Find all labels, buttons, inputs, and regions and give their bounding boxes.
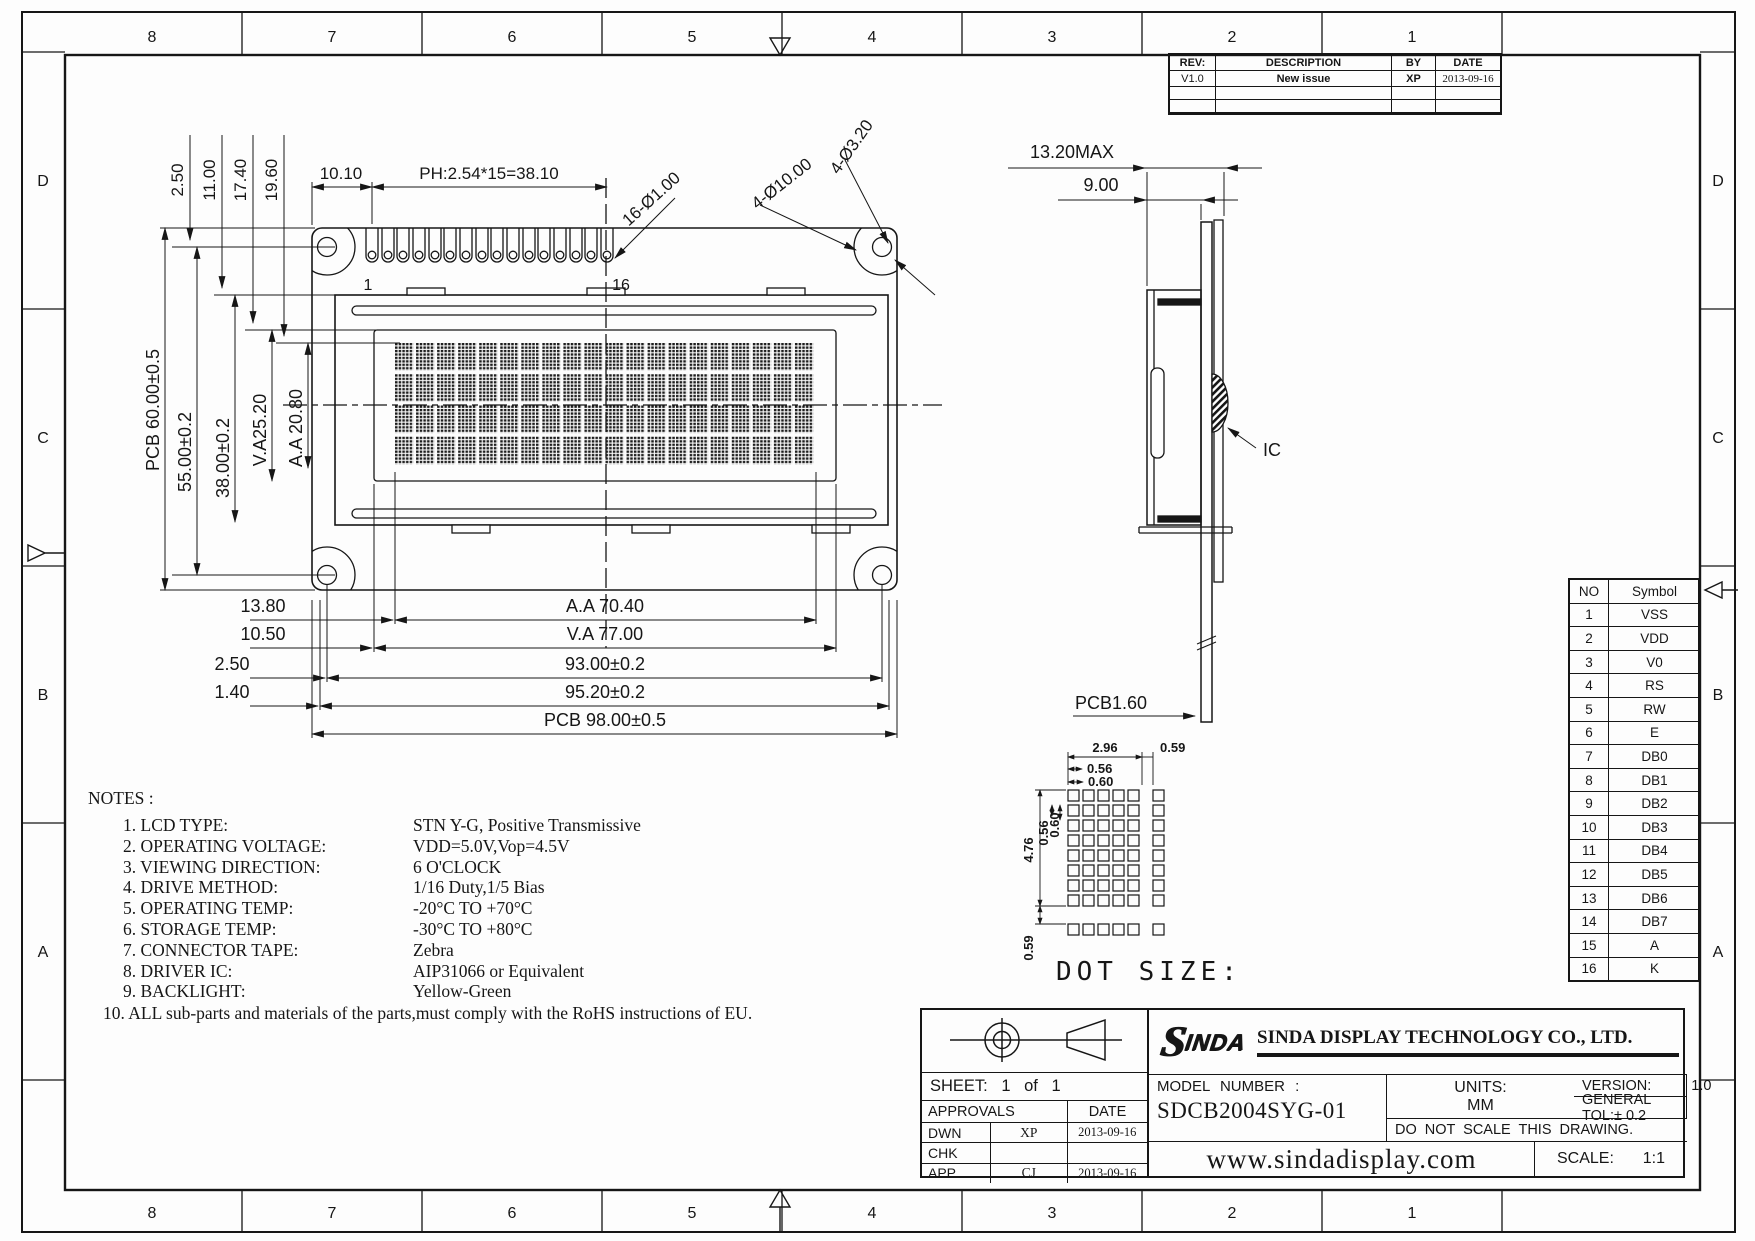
zone-row: C [37, 430, 49, 447]
zone-row: D [37, 173, 49, 190]
pin-symbol: A [1609, 934, 1700, 958]
model-number-label: MODEL NUMBER : [1157, 1078, 1300, 1095]
side-pcb [1201, 222, 1212, 722]
by-header: BY [1392, 55, 1436, 71]
description-value: New issue [1216, 71, 1392, 87]
website-band [1149, 1142, 1687, 1176]
approval-row [922, 1123, 1147, 1143]
pin-symbol: DB1 [1609, 769, 1700, 793]
zone-col: 8 [147, 1205, 157, 1222]
note-item-10: 10. ALL sub-parts and materials of the parts,must comply with the RoHS instructions of EU. [103, 1003, 753, 1024]
zone-row: D [1712, 173, 1724, 190]
company-band [1149, 1010, 1687, 1075]
dim-label: 0.59 [1160, 740, 1186, 755]
note-value: 6 O'CLOCK [413, 856, 502, 877]
pin-no: 5 [1570, 698, 1609, 722]
side-glass-top [1158, 299, 1201, 305]
zone-col: 7 [327, 29, 337, 46]
dim-label: PCB 98.00±0.5 [544, 710, 666, 730]
rev-value: V1.0 [1170, 71, 1216, 87]
pin-symbol: DB3 [1609, 816, 1700, 840]
note-label: 9. BACKLIGHT: [123, 981, 246, 1002]
title-block [920, 1008, 1712, 1182]
rev-header: REV: [1170, 55, 1216, 71]
approval-date [1068, 1143, 1148, 1162]
empty-cell [1216, 100, 1392, 113]
empty-cell [1392, 100, 1436, 113]
zone-col: 4 [867, 29, 877, 46]
note-value: -20°C TO +70°C [413, 898, 533, 919]
units-value: MM [1467, 1096, 1494, 1114]
dim-label: 93.00±0.2 [565, 654, 645, 674]
pin-no: 6 [1570, 722, 1609, 746]
pin-no: 4 [1570, 674, 1609, 698]
dim-label: 38.00±0.2 [213, 418, 233, 498]
date-header: DATE [1436, 55, 1500, 71]
zone-row: B [37, 687, 49, 704]
approval-date: 2013-09-16 [1078, 1165, 1137, 1180]
pin-symbol: DB4 [1609, 840, 1700, 864]
dim-label: 2.50 [214, 654, 250, 674]
pin-no: 7 [1570, 745, 1609, 769]
dim-label: 10.50 [240, 624, 286, 644]
pin-no: 12 [1570, 863, 1609, 887]
front-view [160, 135, 942, 738]
side-view [1008, 168, 1262, 722]
dim-label: A.A 20.80 [286, 388, 306, 468]
dim-label: 16-Ø1.00 [618, 168, 685, 230]
note-item [88, 877, 888, 898]
zone-col: 8 [147, 29, 157, 46]
note-value: AIP31066 or Equivalent [413, 960, 585, 981]
pin-symbol: VDD [1609, 627, 1700, 651]
zone-col: 3 [1047, 1205, 1057, 1222]
title-block-right [1149, 1010, 1712, 1176]
dot-size-title: DOT SIZE: [1056, 957, 1242, 987]
zone-col: 2 [1227, 29, 1237, 46]
dot-detail-labels [1021, 740, 1242, 987]
scale-cell [1535, 1142, 1687, 1176]
pin-symbol: RS [1609, 674, 1700, 698]
version-value: 1.0 [1691, 1077, 1712, 1094]
note-label: 4. DRIVE METHOD: [123, 877, 279, 898]
zone-col: 5 [687, 1205, 697, 1222]
role-label: APP [922, 1164, 991, 1183]
pin-no: 13 [1570, 887, 1609, 911]
approvals-label: APPROVALS [922, 1101, 1068, 1122]
pin-symbol: E [1609, 722, 1700, 746]
approvals-header [922, 1101, 1147, 1123]
zone-col: 2 [1227, 1205, 1237, 1222]
pin-symbol: DB7 [1609, 910, 1700, 934]
dim-label: 10.10 [319, 164, 363, 183]
revision-table [1168, 53, 1502, 115]
date-label: DATE [1088, 1103, 1127, 1120]
pin-no: 15 [1570, 934, 1609, 958]
role-label: DWN [922, 1123, 991, 1142]
note-value: Zebra [413, 939, 454, 960]
approval-row [922, 1164, 1147, 1183]
approver-initials: CJ [991, 1164, 1068, 1183]
dim-label: 19.60 [262, 158, 281, 202]
dim-label: V.A25.20 [250, 393, 270, 467]
note-item [88, 815, 888, 836]
note-item [88, 981, 888, 1002]
empty-cell [1170, 100, 1216, 113]
pin-symbol: VSS [1609, 604, 1700, 628]
empty-cell [1392, 87, 1436, 100]
zone-col: 3 [1047, 29, 1057, 46]
dim-label: 4-Ø10.00 [747, 154, 816, 213]
pin-no: 2 [1570, 627, 1609, 651]
role-label: CHK [922, 1143, 991, 1162]
dim-label: 4-Ø3.20 [826, 116, 877, 178]
scale-value: 1:1 [1642, 1150, 1666, 1167]
frame-slot-bottom [352, 509, 876, 518]
note-label: 6. STORAGE TEMP: [123, 918, 277, 939]
company-name: SINDA DISPLAY TECHNOLOGY CO., LTD. [1257, 1027, 1679, 1057]
note-item [88, 857, 888, 878]
pin-symbol: V0 [1609, 651, 1700, 675]
dim-label: 9.00 [1083, 175, 1119, 195]
units-cell [1387, 1075, 1574, 1119]
dim-label: 1.40 [214, 682, 250, 702]
by-value: XP [1392, 71, 1436, 87]
frame-slot-top [352, 306, 876, 315]
model-band [1149, 1075, 1712, 1142]
zone-col: 1 [1407, 1205, 1417, 1222]
note-label: 8. DRIVER IC: [123, 960, 233, 981]
zone-col: 1 [1407, 29, 1417, 46]
dim-label: 13.80 [240, 596, 286, 616]
pin-symbol: RW [1609, 698, 1700, 722]
dim-label: 55.00±0.2 [175, 412, 195, 492]
note-value: 1/16 Duty,1/5 Bias [413, 877, 545, 898]
pin-symbol: K [1649, 961, 1659, 977]
units-label: UNITS: [1454, 1078, 1507, 1096]
empty-cell [1170, 87, 1216, 100]
logo-text: INDA [1183, 1028, 1248, 1055]
note-item [88, 919, 888, 940]
dim-label: V.A 77.00 [566, 624, 644, 644]
dim-label: 2.50 [168, 163, 187, 197]
approval-date: 2013-09-16 [1078, 1125, 1137, 1140]
tolerance-cell: GENERAL TOL:± 0.2 [1574, 1097, 1687, 1119]
pin-no: 11 [1570, 840, 1609, 864]
pin-symbol: DB0 [1609, 745, 1700, 769]
note-label: 1. LCD TYPE: [123, 815, 229, 835]
title-block-left [922, 1010, 1149, 1182]
pin-no: 9 [1570, 792, 1609, 816]
side-tab [1139, 527, 1232, 533]
pin-symbol: DB5 [1609, 863, 1700, 887]
note-item [88, 961, 888, 982]
zone-row: C [1712, 430, 1724, 447]
scale-label: SCALE: [1556, 1150, 1614, 1167]
note-label: 2. OPERATING VOLTAGE: [123, 835, 327, 856]
website: www.sindadisplay.com [1149, 1142, 1535, 1176]
note-value: -30°C TO +80°C [413, 918, 533, 939]
zone-col: 7 [327, 1205, 337, 1222]
empty-cell [1436, 87, 1500, 100]
model-number: SDCB2004SYG-01 [1157, 1098, 1347, 1123]
zone-row: B [1712, 687, 1724, 704]
approver-initials: XP [991, 1123, 1068, 1142]
dim-label: PCB1.60 [1075, 693, 1148, 713]
logo-letter: S [1157, 1017, 1189, 1066]
dot-grid [1068, 790, 1164, 935]
pin-number-1: 1 [363, 277, 373, 294]
approver-initials [991, 1143, 1068, 1162]
pin-no: 16 [1570, 958, 1609, 981]
date-value: 2013-09-16 [1436, 71, 1500, 87]
side-lens [1151, 368, 1164, 458]
pin-symbol: DB2 [1609, 792, 1700, 816]
dim-label: A.A 70.40 [565, 596, 645, 616]
note-label: 7. CONNECTOR TAPE: [123, 939, 299, 960]
dim-label: 13.20MAX [1029, 142, 1115, 162]
dim-label: PH:2.54*15=38.10 [419, 164, 559, 183]
note-value: VDD=5.0V,Vop=4.5V [413, 835, 570, 856]
dim-label: 2.96 [1092, 740, 1118, 755]
zone-col: 6 [507, 29, 517, 46]
dim-label: 11.00 [200, 159, 219, 201]
empty-cell [1216, 87, 1392, 100]
dim-label: 0.56 [1087, 761, 1113, 776]
note-value: STN Y-G, Positive Transmissive [413, 815, 641, 835]
no-scale-note: DO NOT SCALE THIS DRAWING. [1395, 1122, 1634, 1138]
note-label: 3. VIEWING DIRECTION: [123, 856, 321, 877]
notes-title: NOTES : [88, 788, 154, 808]
pin-symbol-header: Symbol [1609, 580, 1700, 604]
projection-symbol [922, 1010, 1147, 1073]
pin-row [366, 228, 613, 262]
pin-symbol-table [1568, 578, 1700, 982]
zone-col: 4 [867, 1205, 877, 1222]
pin-no: 14 [1570, 910, 1609, 934]
note-item [88, 940, 888, 961]
zone-row: A [1712, 944, 1724, 961]
dim-label: 0.56 [1036, 820, 1051, 846]
pin-no-header: NO [1570, 580, 1609, 604]
zone-row: A [37, 944, 49, 961]
note-value: Yellow-Green [413, 981, 512, 1002]
side-dim-lines [1008, 168, 1262, 716]
dim-label: 95.20±0.2 [565, 682, 645, 702]
pin-symbol: DB6 [1609, 887, 1700, 911]
version-label: VERSION: [1582, 1077, 1652, 1094]
note-item [88, 898, 888, 919]
side-glass-bottom [1158, 516, 1201, 522]
notes-section [88, 788, 888, 1024]
dim-label: 17.40 [231, 158, 250, 202]
side-ic-bump [1212, 374, 1228, 432]
pin-no: 3 [1570, 651, 1609, 675]
pin-number-16: 16 [612, 277, 630, 294]
pcb-break-mark [1197, 636, 1216, 650]
pin-no: 8 [1570, 769, 1609, 793]
sheet-label: SHEET: 1 of 1 [922, 1073, 1147, 1101]
zone-col: 5 [687, 29, 697, 46]
empty-cell [1436, 100, 1500, 113]
dim-label: 0.60 [1088, 774, 1114, 789]
dim-label: PCB 60.00±0.5 [143, 349, 163, 471]
pin-no: 10 [1570, 816, 1609, 840]
zone-col: 6 [507, 1205, 517, 1222]
dim-label: 0.59 [1021, 935, 1036, 961]
description-header: DESCRIPTION [1216, 55, 1392, 71]
approval-row [922, 1143, 1147, 1163]
dim-label: 4.76 [1021, 837, 1036, 863]
model-cell [1149, 1075, 1387, 1141]
pin-no: 1 [1570, 604, 1609, 628]
note-item [88, 836, 888, 857]
dim-label: 0.60 [1047, 812, 1062, 838]
sinda-logo [1146, 1017, 1260, 1066]
first-angle-projection-icon [922, 1010, 1144, 1070]
ic-label: IC [1263, 440, 1281, 460]
note-label: 5. OPERATING TEMP: [123, 898, 294, 919]
